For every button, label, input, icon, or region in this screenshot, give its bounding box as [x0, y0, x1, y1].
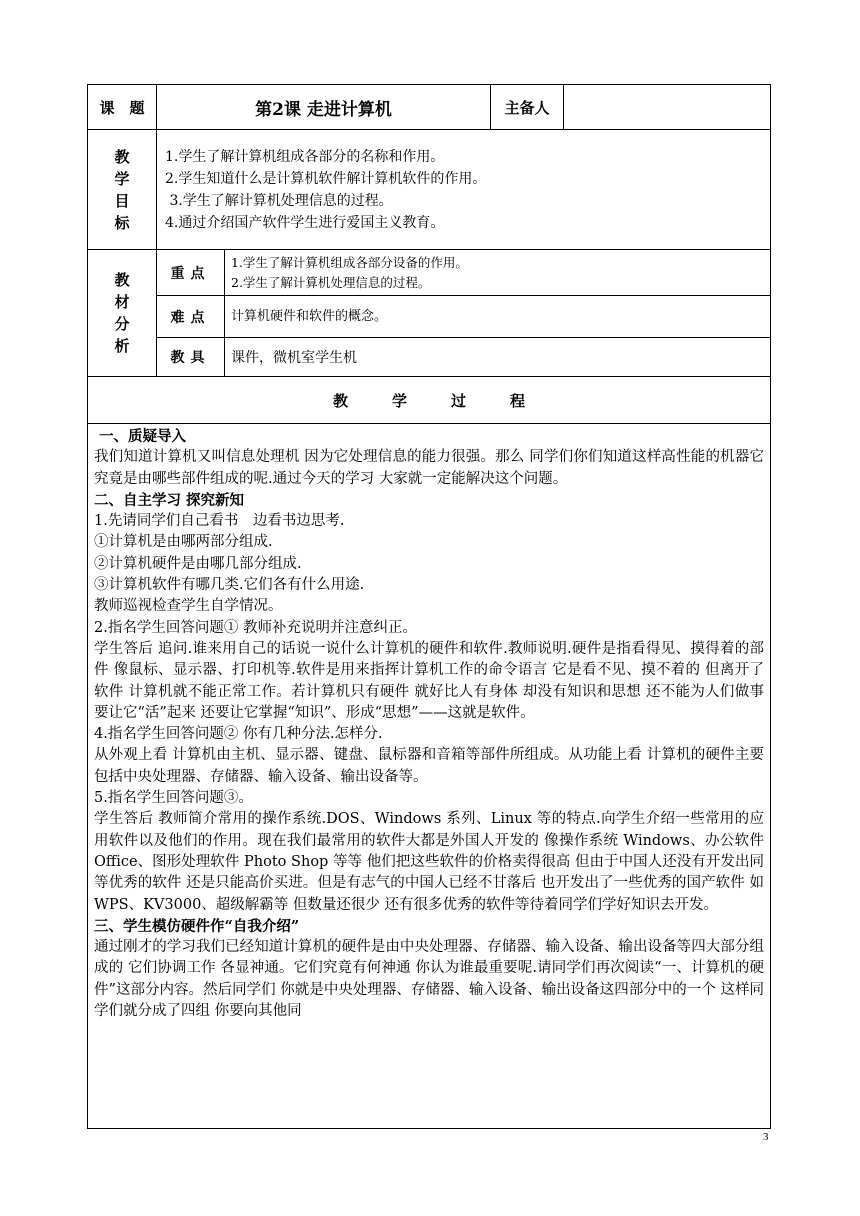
tools-label: 教具: [157, 338, 225, 377]
process-heading: 教 学 过 程: [88, 377, 771, 424]
paragraph: 教师巡视检查学生自学情况。: [94, 598, 283, 615]
paragraph: 通过刚才的学习我们已经知道计算机的硬件是由中央处理器、存储器、输入设备、输出设备等四大部分组成的 它们协调工作 各显神通。它们究竟有何神通 你认为谁最重要呢.请同学们再次阅读“一、计算机的硬件”这部分内容。然后同学们 你就是中央处理器、存储器、输入设备、输出设备这四部分中的一个 这样同学们就分成了四组 你要向其他同: [94, 939, 764, 1020]
paragraph: ①计算机是由哪两部分组成.: [94, 534, 273, 551]
difficulty-row: [88, 296, 771, 338]
paragraph: 学生答后 追问.谁来用自己的话说一说什么计算机的硬件和软件.教师说明.硬件是指看得见、摸得着的部件 像鼠标、显示器、打印机等.软件是用来指挥计算机工作的命令语言 它是看不见、摸不着的 但离开了软件 计算机就不能正常工作。若计算机只有硬件 就好比人有身体 却没有知识和思想 还不能为人们做事 要让它“活”起来 还要让它掌握“知识”、形成“思想”——这就是软件。: [94, 640, 764, 721]
paragraph: 2.指名学生回答问题① 教师补充说明并注意纠正。: [94, 619, 417, 636]
analysis-label: 教 材 分 析: [88, 250, 157, 377]
objectives-list: [157, 130, 771, 250]
key-points-label: 重点: [157, 250, 225, 296]
objective-item: 3.学生了解计算机处理信息的过程。: [165, 192, 393, 209]
section-heading: 二、自主学习 探究新知: [94, 491, 245, 509]
difficulty-value: 计算机硬件和软件的概念。: [225, 296, 771, 338]
objective-item: 4.通过介绍国产软件学生进行爱国主义教育。: [165, 214, 445, 231]
objectives-row: [88, 130, 771, 250]
process-body: [88, 424, 771, 1129]
tools-value: 课件，微机室学生机: [225, 338, 771, 377]
tools-row: [88, 338, 771, 377]
paragraph: 学生答后 教师简介常用的操作系统.DOS、Windows 系列、Linux 等的特点.向学生介绍一些常用的应用软件以及他们的作用。现在我们最常用的软件大都是外国人开发的 像操作系统 Windows、办公软件 Office、图形处理软件 Photo Shop 等等 他们把这些软件的价格卖得很高 但由于中国人还没有开发出同等优秀的软件 还是只能高价买进。但是有志气的中国人已经不甘落后 也开发出了一些优秀的国产软件 如 WPS、KV3000、超级解霸等 但数量还很少 还有很多优秀的软件等待着同学们学好知识去开发。: [94, 811, 764, 913]
topic-row: [88, 85, 771, 130]
key-points-row: [88, 250, 771, 296]
preparer-value: [564, 85, 771, 130]
objectives-label: 教 学 目 标: [88, 130, 157, 250]
page-number: 3: [763, 1131, 769, 1143]
process-heading-row: [88, 377, 771, 424]
objective-item: 2.学生知道什么是计算机软件解计算机软件的作用。: [165, 170, 487, 187]
preparer-label: 主备人: [491, 85, 564, 130]
paragraph: 从外观上看 计算机由主机、显示器、键盘、鼠标器和音箱等部件所组成。从功能上看 计算机的硬件主要包括中央处理器、存储器、输入设备、输出设备等。: [94, 747, 764, 785]
key-points-value: 1.学生了解计算机组成各部分设备的作用。 2.学生了解计算机处理信息的过程。: [225, 250, 771, 296]
topic-value: 第2课 走进计算机: [157, 85, 491, 130]
section-heading: 一、质疑导入: [94, 428, 187, 445]
objective-item: 1.学生了解计算机组成各部分的名称和作用。: [165, 148, 445, 165]
section-heading: 三、学生模仿硬件作“自我介绍”: [94, 917, 300, 935]
lesson-plan-table: [87, 84, 771, 1129]
topic-label: 课 题: [88, 85, 157, 130]
difficulty-label: 难点: [157, 296, 225, 338]
process-body-row: [88, 424, 771, 1129]
paragraph: 4.指名学生回答问题② 你有几种分法.怎样分.: [94, 726, 383, 743]
paragraph: 我们知道计算机又叫信息处理机 因为它处理信息的能力很强。那么 同学们你们知道这样高性能的机器它究竟是由哪些部件组成的呢.通过今天的学习 大家就一定能解决这个问题。: [94, 449, 764, 487]
paragraph: 5.指名学生回答问题③。: [94, 790, 253, 807]
paragraph: ②计算机硬件是由哪几部分组成.: [94, 555, 302, 572]
paragraph: 1.先请同学们自己看书 边看书边思考.: [94, 513, 345, 530]
paragraph: ③计算机软件有哪几类.它们各有什么用途.: [94, 577, 365, 594]
